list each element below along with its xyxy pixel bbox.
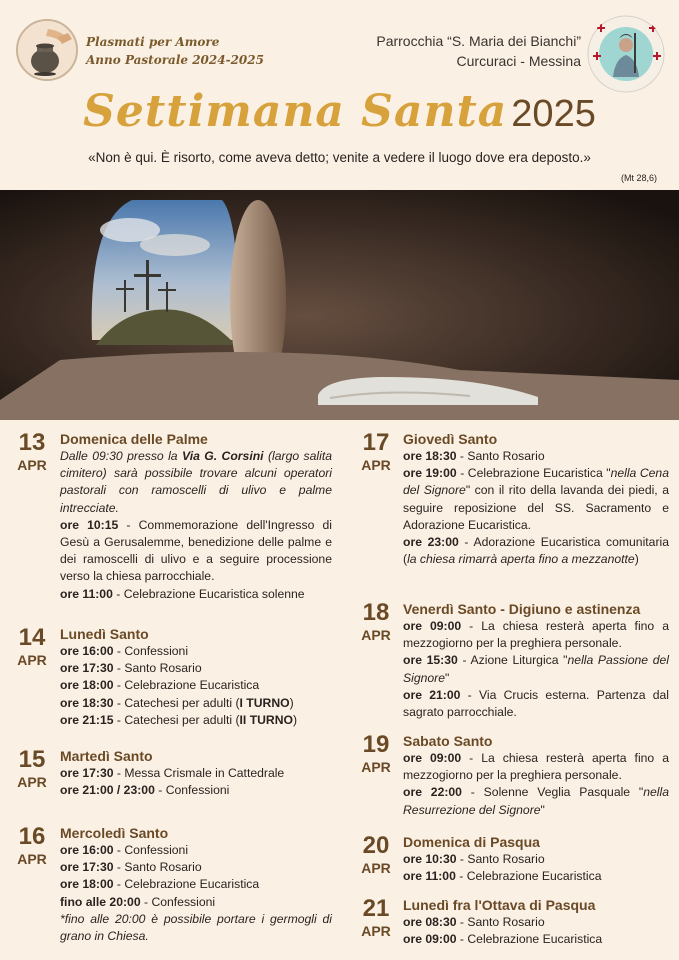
date-number: 13 — [18, 429, 46, 456]
schedule-item — [403, 687, 669, 721]
item-text: - La chiesa resterà aperta fino a mezzogiorno per la preghiera personale. — [403, 751, 669, 783]
date-badge — [12, 824, 52, 868]
schedule-item — [60, 586, 332, 603]
item-text: - Celebrazione Eucaristica — [113, 877, 260, 892]
date-month: APR — [361, 860, 391, 876]
item-turn: I TURNO — [239, 695, 290, 710]
item-time: ore 10:15 — [60, 517, 119, 532]
date-number: 17 — [362, 429, 390, 456]
date-month: APR — [17, 652, 47, 668]
item-time: ore 09:00 — [403, 619, 462, 633]
schedule-item — [60, 894, 332, 911]
day-content — [403, 896, 669, 948]
schedule-item — [60, 517, 332, 586]
date-number: 15 — [18, 746, 46, 773]
schedule-item — [403, 868, 669, 885]
item-time: ore 22:00 — [403, 785, 462, 800]
date-badge — [356, 833, 396, 877]
schedule-item — [403, 851, 669, 868]
item-time: ore 09:00 — [403, 751, 462, 765]
date-number: 18 — [362, 599, 390, 626]
item-time: ore 18:30 — [403, 449, 457, 463]
day-content — [403, 833, 669, 885]
date-month: APR — [17, 774, 47, 790]
title-year: 2025 — [511, 93, 596, 135]
item-italic: nella Passione del Signore — [403, 653, 669, 685]
item-time: ore 18:00 — [60, 678, 114, 693]
date-number: 21 — [362, 895, 390, 922]
date-badge — [12, 747, 52, 791]
schedule-item — [403, 784, 669, 818]
item-text: - Commemorazione dell'Ingresso di Gesù a Gerusalemme, benedizione delle palme e dei ramoscelli di ulivo e a seguire processione verso la chiesa parrocchiale. — [60, 517, 332, 584]
schedule-item — [403, 618, 669, 652]
item-text: - Celebrazione Eucaristica — [455, 869, 602, 884]
empty-tomb-image — [0, 190, 679, 420]
gospel-quote: «Non è qui. È risorto, come aveva detto; venite a vedere il luogo dove era deposto.» — [88, 150, 591, 165]
date-badge — [356, 430, 396, 474]
item-time: ore 16:00 — [60, 843, 114, 857]
date-month: APR — [361, 759, 391, 775]
schedule-item — [60, 660, 332, 677]
day-name: Sabato Santo — [403, 733, 493, 749]
schedule-item — [403, 750, 669, 784]
item-text: - Santo Rosario — [113, 860, 202, 875]
day-name: Lunedì Santo — [60, 626, 149, 642]
schedule-item — [60, 643, 332, 660]
date-number: 14 — [18, 624, 46, 651]
footnote-text: *fino alle 20:00 è possibile portare i germogli di grano in Chiesa. — [60, 911, 332, 944]
item-time: ore 17:30 — [60, 661, 114, 676]
item-time: fino alle 20:00 — [60, 894, 141, 909]
item-text: - Celebrazione Eucaristica solenne — [112, 586, 305, 601]
item-time: ore 19:00 — [403, 466, 457, 481]
schedule-item — [60, 765, 332, 782]
quote-reference: (Mt 28,6) — [620, 173, 657, 183]
date-month: APR — [361, 457, 391, 473]
item-time: ore 21:00 — [403, 687, 461, 702]
schedule-item — [60, 677, 332, 694]
day-name: Martedì Santo — [60, 748, 153, 764]
date-month: APR — [17, 851, 47, 867]
item-turn: II TURNO — [239, 712, 294, 727]
schedule-item — [60, 842, 332, 859]
schedule-item — [60, 782, 332, 799]
item-time: ore 11:00 — [403, 869, 456, 884]
day-content — [403, 600, 669, 721]
item-time: ore 18:00 — [60, 877, 114, 892]
pottery-logo — [16, 19, 78, 81]
item-text: - Santo Rosario — [113, 661, 202, 676]
item-text: - Santo Rosario — [456, 915, 545, 929]
item-text: - Celebrazione Eucaristica — [113, 678, 260, 693]
day-content — [60, 625, 332, 729]
item-text: - Solenne Veglia Pasquale " — [461, 785, 644, 800]
day-name: Mercoledì Santo — [60, 825, 169, 841]
schedule-item — [403, 931, 669, 948]
item-time: ore 17:30 — [60, 766, 114, 780]
date-number: 20 — [362, 832, 390, 859]
item-italic: nella Cena del Signore — [403, 466, 669, 498]
date-badge — [12, 430, 52, 474]
date-month: APR — [361, 923, 391, 939]
item-text: - La chiesa resterà aperta fino a mezzogiorno per la preghiera personale. — [403, 619, 669, 651]
item-time: ore 16:00 — [60, 644, 114, 658]
parish-name: Parrocchia “S. Maria dei Bianchi” — [376, 33, 581, 49]
item-time: ore 18:30 — [60, 695, 114, 710]
intro-text-2: (largo salita cimitero) sarà possibile trovare alcuni operatori pastorali con ramoscelli di ulivo e palme intrecciate. — [60, 449, 332, 515]
brand-line-1: Plasmati per Amore — [86, 35, 220, 49]
day-name: Lunedì fra l'Ottava di Pasqua — [403, 897, 596, 913]
parish-place: Curcuraci - Messina — [456, 53, 581, 69]
item-text: - Confessioni — [113, 644, 189, 658]
date-badge — [12, 625, 52, 669]
item-text: - Catechesi per adulti ( — [113, 695, 240, 710]
item-tail: ) — [289, 695, 294, 710]
day-content — [60, 430, 332, 603]
header — [0, 0, 679, 190]
day-content — [403, 732, 669, 819]
footnote — [60, 911, 332, 945]
item-time: ore 09:00 — [403, 932, 457, 947]
parish-info — [376, 31, 581, 71]
date-month: APR — [361, 627, 391, 643]
schedule-item — [60, 695, 332, 712]
item-text: - Confessioni — [113, 843, 189, 857]
item-time: ore 21:00 / 23:00 — [60, 783, 155, 798]
brand-text — [86, 33, 264, 69]
item-text: - Azione Liturgica " — [457, 653, 568, 668]
day-name: Domenica di Pasqua — [403, 834, 540, 850]
item-text: - Celebrazione Eucaristica " — [456, 466, 611, 481]
item-text: - Santo Rosario — [456, 449, 545, 463]
schedule-item — [403, 652, 669, 686]
schedule-item — [403, 534, 669, 568]
item-time: ore 15:30 — [403, 653, 458, 668]
item-time: ore 23:00 — [403, 535, 459, 550]
date-number: 16 — [18, 823, 46, 850]
item-text: - Messa Crismale in Cattedrale — [113, 766, 285, 780]
date-month: APR — [17, 457, 47, 473]
day-content — [60, 747, 332, 799]
schedule-item — [60, 712, 332, 729]
day-name: Domenica delle Palme — [60, 431, 208, 447]
item-time: ore 21:15 — [60, 712, 114, 727]
item-text: - Catechesi per adulti ( — [113, 712, 240, 727]
brand-line-2: Anno Pastorale 2024-2025 — [86, 53, 264, 67]
day-name: Giovedì Santo — [403, 431, 498, 447]
item-italic: nella Resurrezione del Signore — [403, 785, 669, 817]
schedule-item — [60, 859, 332, 876]
day-name: Venerdì Santo - Digiuno e astinenza — [403, 601, 641, 617]
intro-note — [60, 448, 332, 517]
day-content — [403, 430, 669, 568]
date-badge — [356, 600, 396, 644]
schedule-item — [403, 448, 669, 465]
item-time: ore 08:30 — [403, 915, 457, 929]
item-text: - Celebrazione Eucaristica — [456, 932, 603, 947]
parish-seal — [587, 15, 665, 93]
page-title — [0, 86, 679, 137]
item-italic: la chiesa rimarrà aperta fino a mezzanotte — [407, 552, 635, 567]
date-badge — [356, 896, 396, 940]
item-tail: ) — [634, 552, 639, 567]
date-number: 19 — [362, 731, 390, 758]
day-content — [60, 824, 332, 945]
item-text: - Confessioni — [154, 783, 230, 798]
schedule-item — [60, 876, 332, 893]
item-tail: ) — [293, 712, 298, 727]
schedule-item — [403, 914, 669, 931]
intro-text: Dalle 09:30 presso la — [60, 449, 183, 463]
item-text: - Confessioni — [140, 894, 216, 909]
item-time: ore 11:00 — [60, 586, 113, 601]
schedule-item — [403, 465, 669, 534]
item-tail: " — [445, 670, 450, 685]
item-text: - Santo Rosario — [456, 852, 545, 866]
item-time: ore 10:30 — [403, 852, 457, 866]
item-text: - Adorazione Eucaristica comunitaria ( — [403, 535, 669, 567]
item-tail: " — [540, 802, 545, 817]
date-badge — [356, 732, 396, 776]
item-text: - Via Crucis esterna. Partenza dal sagrato parrocchiale. — [403, 687, 669, 720]
intro-place: Via G. Corsini — [182, 449, 264, 463]
item-tail: " con il rito della lavanda dei piedi, a seguire reposizione del SS. Sacramento e Adorazione Eucaristica. — [403, 483, 669, 532]
item-time: ore 17:30 — [60, 860, 114, 875]
title-script: Settimana Santa — [83, 86, 508, 137]
